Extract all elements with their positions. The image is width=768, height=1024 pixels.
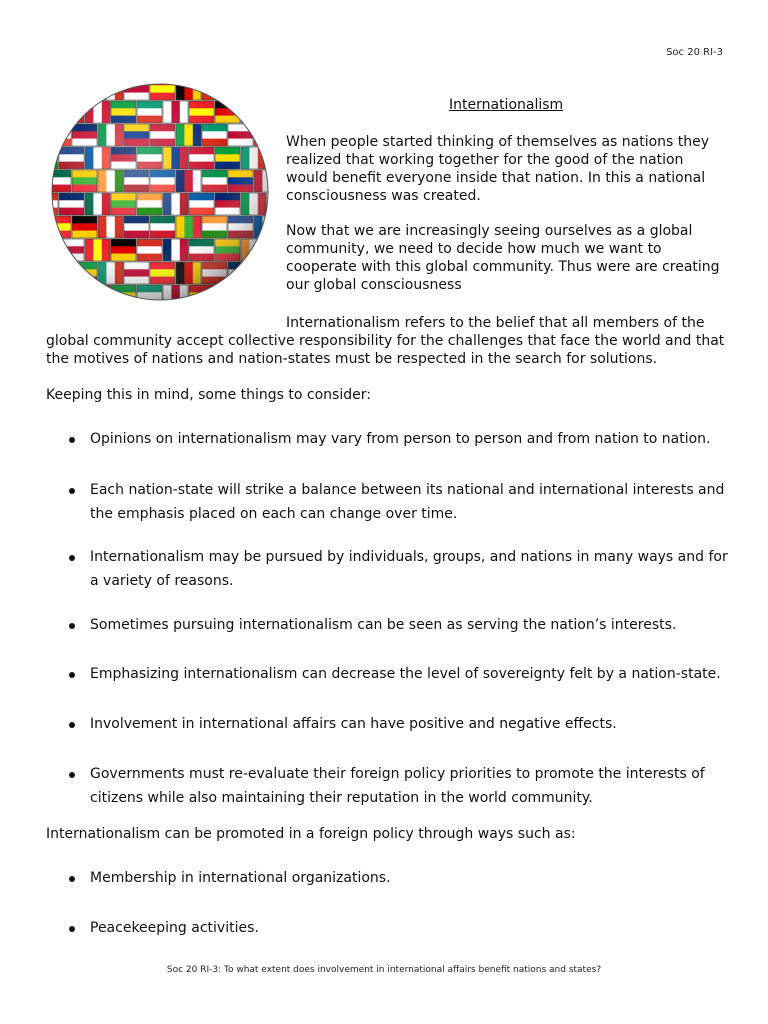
page-title: Internationalism [449,97,564,113]
intro-paragraph-1: When people started thinking of themselves as nations they realized that working together for the good of the nation would benefit everyone inside that nation. In this a national consciousness was created. [286,134,710,204]
list-item: Peacekeeping activities. [64,916,734,940]
bullet-icon [69,876,75,882]
definition-paragraph-start: Internationalism refers to the belief that all members of the [286,315,705,331]
list-item: Sometimes pursuing internationalism can be seen as serving the nation’s interests. [64,613,734,637]
flag-globe-icon [46,78,274,306]
list-item: Emphasizing internationalism can decrease the level of sovereignty felt by a nation-state. [64,662,734,686]
considerations-intro: Keeping this in mind, some things to consider: [46,387,371,403]
bullet-icon [69,488,75,494]
bullet-icon [69,772,75,778]
promotion-intro: Internationalism can be promoted in a foreign policy through ways such as: [46,826,576,842]
bullet-icon [69,926,75,932]
header-course-code: Soc 20 RI-3 [666,47,723,58]
list-item: Involvement in international affairs can have positive and negative effects. [64,712,734,736]
bullet-icon [69,722,75,728]
list-item: Opinions on internationalism may vary from person to person and from nation to nation. [64,427,734,451]
bullet-icon [69,437,75,443]
definition-paragraph-rest: global community accept collective responsibility for the challenges that face the world and that the motives of nations and nation-states must be respected in the search for solutions. [46,333,725,367]
list-item: Internationalism may be pursued by individuals, groups, and nations in many ways and for a variety of reasons. [64,545,734,593]
bullet-icon [69,672,75,678]
list-item: Governments must re-evaluate their foreign policy priorities to promote the interests of citizens while also maintaining their reputation in the world community. [64,762,734,810]
intro-paragraph-2: Now that we are increasingly seeing ourselves as a global community, we need to decide how much we want to cooperate with this global community. Thus were are creating our global consciousness [286,223,720,293]
bullet-icon [69,623,75,629]
bullet-icon [69,555,75,561]
footer-question: Soc 20 RI-3: To what extent does involvement in international affairs benefit nations and states? [166,965,602,975]
list-item: Membership in international organizations. [64,866,734,890]
list-item: Each nation-state will strike a balance between its national and international interests and the emphasis placed on each can change over time. [64,478,734,526]
